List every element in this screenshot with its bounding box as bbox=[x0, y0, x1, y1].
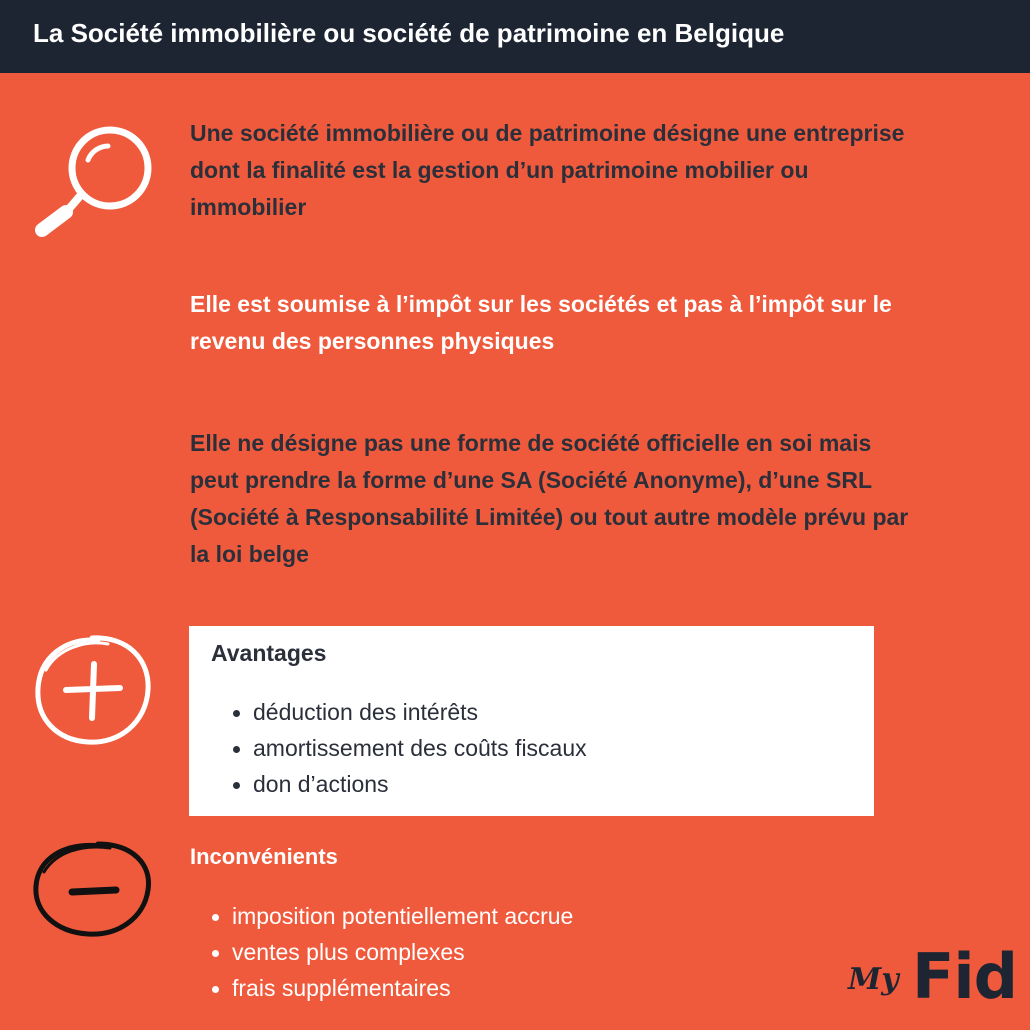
legal-form-text: Elle ne désigne pas une forme de société officielle en soi mais peut prendre la forme d’une SA (Société Anonyme), d’une SRL (Société à Responsabilité Limitée) ou tout autre modèle prévu par la loi belge bbox=[190, 430, 909, 567]
list-item: amortissement des coûts fiscaux bbox=[231, 730, 587, 766]
disadvantages-list bbox=[210, 898, 573, 1006]
list-item: ventes plus complexes bbox=[210, 934, 573, 970]
list-item: frais supplémentaires bbox=[210, 970, 573, 1006]
logo-name: Fid bbox=[912, 940, 1017, 1013]
advantages-panel bbox=[189, 626, 874, 816]
page-title: La Société immobilière ou société de patrimoine en Belgique bbox=[33, 18, 785, 48]
definition-text: Une société immobilière ou de patrimoine désigne une entreprise dont la finalité est la gestion d’un patrimoine mobilier ou immobilier bbox=[190, 120, 905, 220]
advantages-list bbox=[231, 694, 587, 802]
logo-prefix: My bbox=[848, 962, 899, 997]
advantages-title: Avantages bbox=[211, 640, 327, 666]
minus-circle-icon bbox=[28, 838, 158, 938]
list-item: imposition potentiellement accrue bbox=[210, 898, 573, 934]
header-bar bbox=[0, 0, 1030, 73]
disadvantages-title: Inconvénients bbox=[190, 844, 338, 869]
magnifier-icon bbox=[28, 120, 158, 240]
tax-text: Elle est soumise à l’impôt sur les sociétés et pas à l’impôt sur le revenu des personnes physiques bbox=[190, 291, 892, 354]
list-item: déduction des intérêts bbox=[231, 694, 587, 730]
list-item: don d’actions bbox=[231, 766, 587, 802]
myfid-logo bbox=[848, 940, 1018, 1015]
plus-circle-icon bbox=[28, 630, 158, 750]
